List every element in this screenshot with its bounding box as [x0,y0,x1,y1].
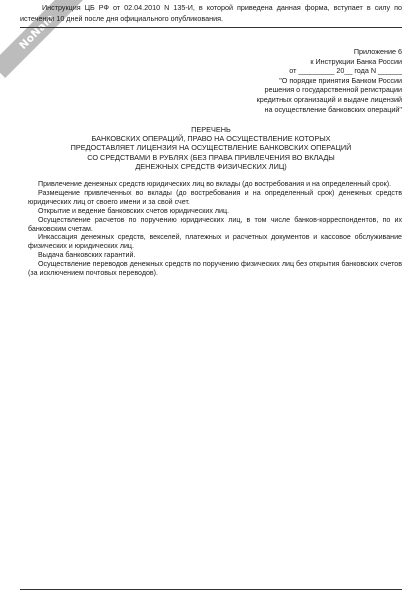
footer-divider [20,589,402,590]
document-title [20,125,402,171]
watermark-badge: NoNam [0,0,83,78]
appendix-line: от _________ 20__ года N ______ [289,66,402,76]
operations-list [28,180,402,278]
title-line: ДЕНЕЖНЫХ СРЕДСТВ ФИЗИЧЕСКИХ ЛИЦ) [135,161,287,171]
operation-item: Осуществление расчетов по поручению юридических лиц, в том числе банков-корреспондентов, по их банковским счетам. [28,215,402,233]
operation-item: Открытие и ведение банковских счетов юридических лиц. [38,206,230,215]
operation-item: Выдача банковских гарантий. [38,251,136,260]
appendix-line: на осуществление банковских операций" [264,104,402,114]
appendix-line: "О порядке принятия Банком России [279,75,402,85]
operation-item: Привлечение денежных средств юридических лиц во вклады (до востребования и на определенный срок). [38,180,392,188]
appendix-header [202,47,402,114]
note-text: Инструкция ЦБ РФ от 02.04.2010 N 135-И, в которой приведена данная форма, вступает в силу по истечении 10 дней после дня официального опубликования. [20,3,402,23]
title-line: ПЕРЕЧЕНЬ [191,125,231,134]
title-line: БАНКОВСКИХ ОПЕРАЦИЙ, ПРАВО НА ОСУЩЕСТВЛЕНИЕ КОТОРЫХ [91,134,331,144]
appendix-line: к Инструкции Банка России [310,56,402,66]
operation-item: Инкассация денежных средств, векселей, платежных и расчетных документов и кассовое обслуживание физических и юридических лиц. [28,233,402,251]
title-line: ПРЕДОСТАВЛЯЕТ ЛИЦЕНЗИЯ НА ОСУЩЕСТВЛЕНИЕ БАНКОВСКИХ ОПЕРАЦИЙ [70,143,352,153]
appendix-line: решения о государственной регистрации [264,85,402,95]
appendix-line: Приложение 6 [353,47,402,56]
operation-item: Размещение привлеченных во вклады (до востребования и на определенный срок) денежных средств юридических лиц от своего имени и за свой счет. [28,188,402,206]
operation-item: Осуществление переводов денежных средств по поручению физических лиц без открытия банковских счетов (за исключением почтовых переводов). [28,260,402,278]
appendix-line: кредитных организаций и выдаче лицензий [256,94,402,104]
effective-date-note [20,2,402,28]
title-line: СО СРЕДСТВАМИ В РУБЛЯХ (БЕЗ ПРАВА ПРИВЛЕЧЕНИЯ ВО ВКЛАДЫ [87,152,335,162]
